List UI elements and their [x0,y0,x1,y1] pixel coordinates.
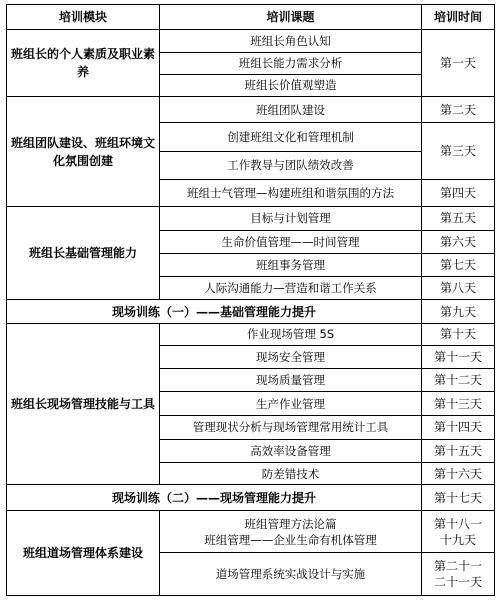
table-row [7,30,495,52]
topic-cell: 班组长价值观塑造 [160,74,422,96]
topic-line: 班组管理——企业生命有机体管理 [204,532,377,547]
table-row [7,510,495,553]
topic-cell: 现场质量管理 [160,369,422,392]
topic-cell: 生命价值管理——时间管理 [160,230,422,253]
topic-cell: 班组长能力需求分析 [160,52,422,74]
day-cell: 第一天 [422,30,495,97]
topic-cell: 生产作业管理 [160,392,422,415]
day-cell [422,510,495,553]
day-cell: 第十六天 [422,463,495,485]
day-cell: 第三天 [422,123,495,180]
training-cell: 现场训练（二）——现场管理能力提升 [7,485,422,510]
table-row [7,207,495,230]
day-cell [422,553,495,596]
header-topic: 培训课题 [160,5,422,30]
day-cell: 第十四天 [422,415,495,439]
day-cell: 第八天 [422,277,495,300]
topic-cell: 管理现状分析与现场管理常用统计工具 [160,415,422,439]
day-line: 第二十一 [433,559,482,574]
topic-line: 班组管理方法论篇 [244,516,337,531]
module-cell: 班组长现场管理技能与工具 [7,323,160,485]
day-cell: 第十三天 [422,392,495,415]
topic-cell [160,510,422,553]
day-cell: 第十七天 [422,485,495,510]
header-time: 培训时间 [422,5,495,30]
topic-cell: 创建班组文化和管理机制 [160,123,422,151]
day-cell: 第六天 [422,230,495,253]
module-cell: 班组团队建设、班组环境文化氛围创建 [7,97,160,207]
training-schedule-table [6,4,495,596]
topic-cell: 目标与计划管理 [160,207,422,230]
table-row [7,300,495,323]
day-cell: 第五天 [422,207,495,230]
topic-cell: 班组事务管理 [160,253,422,276]
topic-cell: 班组长角色认知 [160,30,422,52]
module-cell: 班组长基础管理能力 [7,207,160,300]
topic-cell: 工作教导与团队绩效改善 [160,151,422,179]
topic-cell: 班组士气管理—构建班组和谐氛围的方法 [160,180,422,207]
training-cell: 现场训练（一）——基础管理能力提升 [7,300,422,323]
module-cell: 班组道场管理体系建设 [7,510,160,595]
topic-cell: 高效率设备管理 [160,439,422,462]
topic-cell: 防差错技术 [160,463,422,485]
day-cell: 第十天 [422,323,495,345]
table-row [7,97,495,123]
day-cell: 第十五天 [422,439,495,462]
day-cell: 第十二天 [422,369,495,392]
table-row [7,485,495,510]
table-row [7,323,495,345]
day-cell: 第十一天 [422,345,495,368]
header-module: 培训模块 [7,5,160,30]
module-cell: 班组长的个人素质及职业素养 [7,30,160,97]
day-cell: 第七天 [422,253,495,276]
table-header-row [7,5,495,30]
topic-cell: 道场管理系统实战设计与实施 [160,553,422,596]
day-cell: 第九天 [422,300,495,323]
topic-cell: 人际沟通能力—营造和谐工作关系 [160,277,422,300]
topic-cell: 现场安全管理 [160,345,422,368]
day-line: 十九天 [439,532,476,547]
day-line: 二十一天 [433,575,482,590]
day-line: 第十八一 [433,516,482,531]
topic-cell: 作业现场管理 5S [160,323,422,345]
day-cell: 第二天 [422,97,495,123]
topic-cell: 班组团队建设 [160,97,422,123]
day-cell: 第四天 [422,180,495,207]
